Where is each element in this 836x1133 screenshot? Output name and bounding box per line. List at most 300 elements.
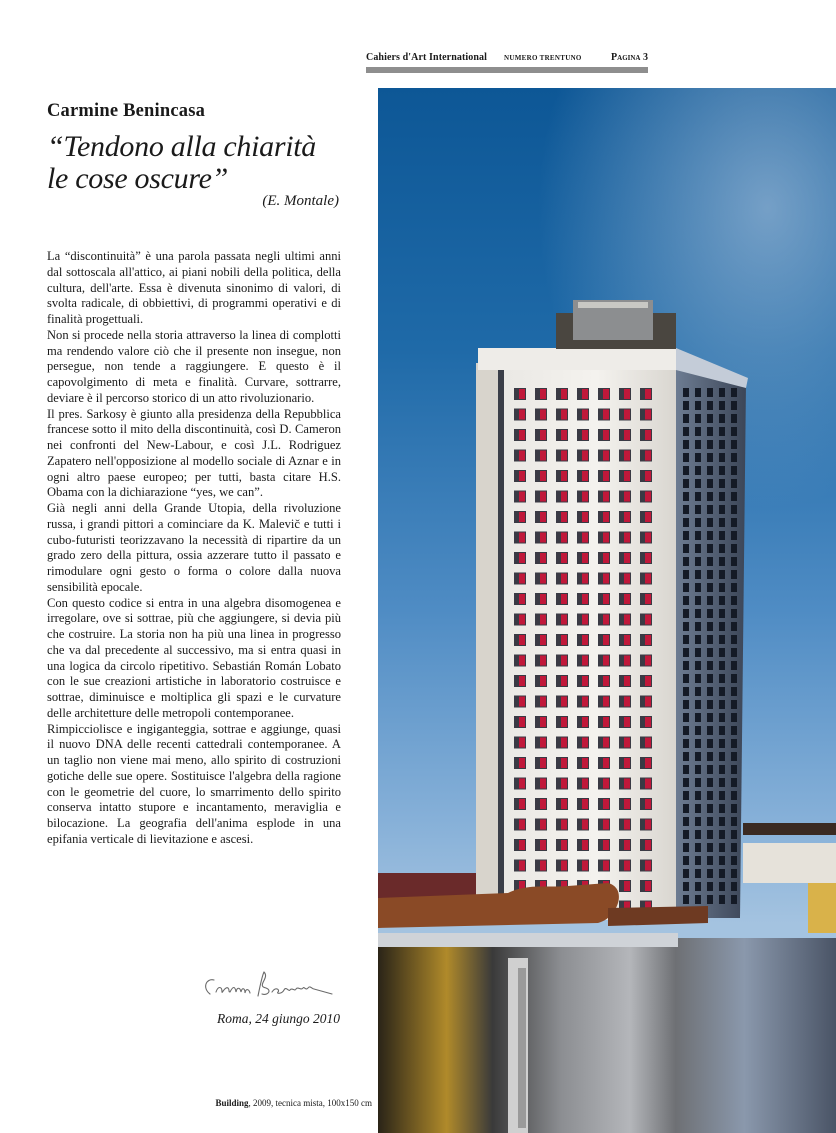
window-pane (519, 799, 525, 809)
window-pane (603, 615, 609, 625)
window-pane (561, 492, 567, 502)
side-window (719, 830, 725, 839)
window-pane (645, 697, 651, 707)
side-window (719, 713, 725, 722)
side-window (683, 726, 689, 735)
window-pane (624, 594, 630, 604)
window-pane (582, 594, 588, 604)
side-window (695, 518, 701, 527)
side-window (683, 752, 689, 761)
window-pane (645, 676, 651, 686)
side-window (695, 765, 701, 774)
side-window (695, 804, 701, 813)
artwork-details: , 2009, tecnica mista, 100x150 cm (248, 1098, 372, 1108)
side-window (683, 505, 689, 514)
window-pane (645, 635, 651, 645)
side-window (719, 414, 725, 423)
side-window (683, 401, 689, 410)
side-window (719, 492, 725, 501)
side-window (731, 635, 737, 644)
window-pane (519, 615, 525, 625)
window-pane (540, 574, 546, 584)
side-window (695, 739, 701, 748)
window-pane (519, 594, 525, 604)
side-window (707, 856, 713, 865)
side-window (719, 765, 725, 774)
side-window (731, 778, 737, 787)
side-window (731, 414, 737, 423)
window-pane (561, 656, 567, 666)
window-pane (519, 861, 525, 871)
side-window (719, 882, 725, 891)
side-window (695, 713, 701, 722)
window-pane (561, 820, 567, 830)
window-pane (603, 410, 609, 420)
epigraph-source: (E. Montale) (262, 193, 339, 209)
side-window (731, 479, 737, 488)
side-window (731, 700, 737, 709)
window-pane (603, 717, 609, 727)
side-window (695, 856, 701, 865)
side-window (695, 674, 701, 683)
side-window (695, 453, 701, 462)
window-pane (561, 451, 567, 461)
window-pane (519, 574, 525, 584)
window-pane (561, 615, 567, 625)
side-window (695, 635, 701, 644)
building-base (378, 938, 836, 1133)
side-window (731, 648, 737, 657)
window-pane (582, 492, 588, 502)
issue-number: NUMERO TRENTUNO (504, 54, 582, 62)
window-pane (540, 594, 546, 604)
window-pane (561, 840, 567, 850)
window-pane (645, 799, 651, 809)
side-window (731, 895, 737, 904)
window-pane (519, 471, 525, 481)
side-window (707, 830, 713, 839)
article-body (47, 249, 341, 848)
side-window (719, 518, 725, 527)
window-pane (624, 615, 630, 625)
header-rule (366, 67, 648, 73)
window-pane (582, 656, 588, 666)
window-pane (561, 471, 567, 481)
side-window (695, 596, 701, 605)
side-window (683, 830, 689, 839)
side-window (719, 544, 725, 553)
window-pane (624, 799, 630, 809)
side-window (695, 687, 701, 696)
side-window (683, 479, 689, 488)
side-window (707, 388, 713, 397)
side-window (683, 440, 689, 449)
side-window (731, 674, 737, 683)
window-pane (645, 615, 651, 625)
side-window (683, 557, 689, 566)
side-window (683, 882, 689, 891)
window-pane (603, 738, 609, 748)
building-artwork-image (378, 88, 836, 1133)
side-window (707, 648, 713, 657)
side-window (707, 544, 713, 553)
window-pane (624, 738, 630, 748)
window-pane (561, 676, 567, 686)
side-window (707, 427, 713, 436)
side-window (683, 570, 689, 579)
window-pane (603, 861, 609, 871)
side-window (695, 817, 701, 826)
side-window (695, 609, 701, 618)
window-pane (624, 697, 630, 707)
side-window (707, 726, 713, 735)
window-pane (582, 615, 588, 625)
magazine-title: Cahiers d'Art International (366, 52, 488, 63)
side-window (695, 622, 701, 631)
window-pane (645, 656, 651, 666)
artwork-title: Building (215, 1098, 249, 1108)
side-window (719, 401, 725, 410)
window-pane (603, 451, 609, 461)
window-pane (603, 656, 609, 666)
window-pane (582, 820, 588, 830)
side-window (707, 661, 713, 670)
window-pane (561, 779, 567, 789)
side-window (707, 882, 713, 891)
window-pane (603, 758, 609, 768)
side-window (707, 414, 713, 423)
side-window (683, 427, 689, 436)
window-pane (540, 861, 546, 871)
side-window (731, 583, 737, 592)
window-pane (645, 389, 651, 399)
window-pane (582, 512, 588, 522)
side-window (707, 700, 713, 709)
window-pane (645, 471, 651, 481)
side-window (707, 791, 713, 800)
window-pane (582, 410, 588, 420)
side-window (683, 804, 689, 813)
window-pane (603, 635, 609, 645)
window-pane (645, 717, 651, 727)
window-pane (519, 779, 525, 789)
side-window (719, 557, 725, 566)
side-window (695, 895, 701, 904)
window-pane (645, 594, 651, 604)
side-window (731, 739, 737, 748)
side-window (707, 557, 713, 566)
side-window (695, 843, 701, 852)
side-window (731, 466, 737, 475)
side-window (719, 609, 725, 618)
side-window (719, 778, 725, 787)
side-window (731, 570, 737, 579)
side-window (707, 609, 713, 618)
window-pane (582, 717, 588, 727)
side-window (695, 414, 701, 423)
window-pane (645, 410, 651, 420)
window-pane (561, 697, 567, 707)
side-window (695, 531, 701, 540)
side-window (707, 739, 713, 748)
window-pane (624, 471, 630, 481)
window-pane (540, 389, 546, 399)
window-pane (645, 738, 651, 748)
side-window (731, 518, 737, 527)
side-window (683, 765, 689, 774)
window-pane (582, 574, 588, 584)
signature-icon (200, 968, 340, 1006)
paragraph: Il pres. Sarkosy è giunto alla presidenza della Repubblica francese sotto il mito della discontinuità, così D. Cameron nei confronti del New-Labour, e così J.L. Rodriguez Zapatero nell'opposizione al modello sociale di Aznar e in ogni altro paese europeo; per tutti, basta citare H.S. Obama con la dichiarazione “yes, we can”. (47, 406, 341, 500)
window-pane (561, 738, 567, 748)
side-window (707, 570, 713, 579)
side-window (719, 895, 725, 904)
window-pane (645, 861, 651, 871)
window-pane (603, 820, 609, 830)
window-pane (603, 492, 609, 502)
window-pane (519, 656, 525, 666)
window-pane (519, 451, 525, 461)
side-window (707, 843, 713, 852)
side-window (683, 544, 689, 553)
side-window (719, 661, 725, 670)
window-pane (603, 697, 609, 707)
dateline: Roma, 24 giungo 2010 (217, 1011, 340, 1026)
side-window (707, 453, 713, 462)
side-window (695, 882, 701, 891)
window-pane (645, 574, 651, 584)
window-pane (603, 574, 609, 584)
side-window (731, 453, 737, 462)
side-window (707, 895, 713, 904)
window-pane (645, 492, 651, 502)
side-window (695, 388, 701, 397)
window-pane (582, 840, 588, 850)
window-pane (561, 758, 567, 768)
window-pane (624, 861, 630, 871)
side-window (695, 661, 701, 670)
window-pane (540, 717, 546, 727)
epigraph-line-1: “Tendono alla chiarità (47, 130, 316, 163)
side-window (707, 674, 713, 683)
side-window (731, 492, 737, 501)
side-window (731, 882, 737, 891)
window-pane (624, 881, 630, 891)
side-window (695, 557, 701, 566)
window-pane (624, 635, 630, 645)
window-pane (624, 758, 630, 768)
window-pane (519, 840, 525, 850)
window-pane (582, 697, 588, 707)
window-pane (603, 389, 609, 399)
window-pane (519, 697, 525, 707)
side-window (683, 687, 689, 696)
window-pane (519, 676, 525, 686)
window-pane (561, 574, 567, 584)
window-pane (540, 799, 546, 809)
side-window (731, 817, 737, 826)
side-window (719, 596, 725, 605)
side-window (683, 583, 689, 592)
side-window (683, 739, 689, 748)
paragraph: Già negli anni della Grande Utopia, della rivoluzione russa, i grandi pittori a cominciare da K. Malevič e tutti i cubo-futuristi teorizzavano la necessità di ripartire da un grado zero della pittura, ossia azzerare tutto il passato e rimodulare ogni gesto o forma o colore dalla nuova sensibilità epocale. (47, 501, 341, 594)
window-pane (624, 820, 630, 830)
side-window (719, 726, 725, 735)
side-window (683, 817, 689, 826)
window-pane (645, 451, 651, 461)
window-pane (561, 512, 567, 522)
side-window (683, 388, 689, 397)
side-window (707, 804, 713, 813)
window-pane (582, 451, 588, 461)
epigraph-quote (47, 131, 347, 195)
window-pane (603, 533, 609, 543)
side-window (695, 791, 701, 800)
window-pane (582, 430, 588, 440)
side-window (719, 817, 725, 826)
side-window (731, 830, 737, 839)
window-pane (645, 533, 651, 543)
window-pane (540, 758, 546, 768)
side-window (731, 401, 737, 410)
side-window (695, 505, 701, 514)
window-pane (540, 492, 546, 502)
window-pane (561, 594, 567, 604)
window-pane (645, 512, 651, 522)
author-signature (200, 968, 340, 1006)
artwork-photo (378, 88, 836, 1133)
side-window (695, 778, 701, 787)
side-window (695, 440, 701, 449)
paragraph: La “discontinuità” è una parola passata negli ultimi anni dal sottoscala all'attico, ai piani nobili della politica, della cultura, dell'arte. Essa è divenuta sinonimo di valori, di svolta radicale, di obbiettivi, di programmi operativi e di finalità progettuali. (47, 249, 341, 326)
side-window (707, 635, 713, 644)
window-pane (624, 553, 630, 563)
side-window (695, 492, 701, 501)
side-window (719, 440, 725, 449)
side-window (707, 687, 713, 696)
side-window (707, 596, 713, 605)
page-number: Pagina 3 (611, 52, 648, 63)
side-window (683, 661, 689, 670)
side-window (707, 492, 713, 501)
side-window (719, 700, 725, 709)
side-window (695, 869, 701, 878)
window-pane (624, 533, 630, 543)
side-window (719, 791, 725, 800)
window-pane (540, 738, 546, 748)
side-window (719, 583, 725, 592)
side-window (719, 843, 725, 852)
side-window (683, 674, 689, 683)
window-pane (561, 389, 567, 399)
window-pane (582, 533, 588, 543)
window-pane (519, 410, 525, 420)
side-window (707, 518, 713, 527)
side-window (707, 505, 713, 514)
window-pane (540, 676, 546, 686)
article-author: Carmine Benincasa (47, 101, 206, 121)
window-pane (624, 676, 630, 686)
side-window (683, 843, 689, 852)
window-pane (582, 758, 588, 768)
side-window (683, 648, 689, 657)
side-window (683, 791, 689, 800)
side-window (707, 583, 713, 592)
window-pane (624, 574, 630, 584)
side-window (707, 713, 713, 722)
paragraph: Con questo codice si entra in una algebra disomogenea e irregolare, ove si sottrae, più che aggiungere, si devia più che costruire. La storia non ha più una linea in progresso che va dal precedente al successivo, ma si entra quasi in una logica da circolo ripetitivo. Sebastián Román Lobato con le sue creazioni artistiche in laboratorio costruisce e sottrae, diminuisce e moltiplica gli spazi e le curvature delle architetture delle metropoli contemporanee. (47, 595, 341, 720)
side-window (731, 388, 737, 397)
side-window (695, 830, 701, 839)
side-window (719, 388, 725, 397)
side-window (683, 635, 689, 644)
window-pane (519, 430, 525, 440)
side-window (731, 726, 737, 735)
side-window (731, 661, 737, 670)
window-pane (624, 410, 630, 420)
window-pane (603, 676, 609, 686)
side-window (719, 687, 725, 696)
side-window (683, 622, 689, 631)
side-window (695, 648, 701, 657)
side-window (683, 531, 689, 540)
window-pane (540, 451, 546, 461)
window-pane (561, 861, 567, 871)
side-window (731, 843, 737, 852)
side-window (719, 869, 725, 878)
window-pane (624, 717, 630, 727)
side-window (707, 752, 713, 761)
side-window (731, 427, 737, 436)
window-pane (624, 779, 630, 789)
window-pane (645, 758, 651, 768)
side-window (731, 804, 737, 813)
side-window (719, 427, 725, 436)
window-pane (519, 492, 525, 502)
side-window (719, 505, 725, 514)
window-pane (561, 410, 567, 420)
window-pane (519, 512, 525, 522)
window-pane (624, 512, 630, 522)
window-pane (540, 553, 546, 563)
side-window (695, 583, 701, 592)
window-pane (624, 656, 630, 666)
window-pane (603, 512, 609, 522)
window-pane (582, 471, 588, 481)
side-window (695, 726, 701, 735)
side-window (707, 479, 713, 488)
window-pane (519, 717, 525, 727)
side-window (731, 856, 737, 865)
window-pane (540, 656, 546, 666)
window-pane (582, 635, 588, 645)
window-pane (540, 697, 546, 707)
side-window (683, 713, 689, 722)
window-pane (645, 779, 651, 789)
window-pane (540, 471, 546, 481)
window-pane (540, 635, 546, 645)
window-pane (519, 389, 525, 399)
side-window (731, 791, 737, 800)
side-window (683, 466, 689, 475)
window-pane (582, 553, 588, 563)
window-pane (540, 512, 546, 522)
window-pane (582, 861, 588, 871)
window-pane (561, 533, 567, 543)
window-pane (603, 779, 609, 789)
side-window (731, 544, 737, 553)
window-pane (645, 820, 651, 830)
